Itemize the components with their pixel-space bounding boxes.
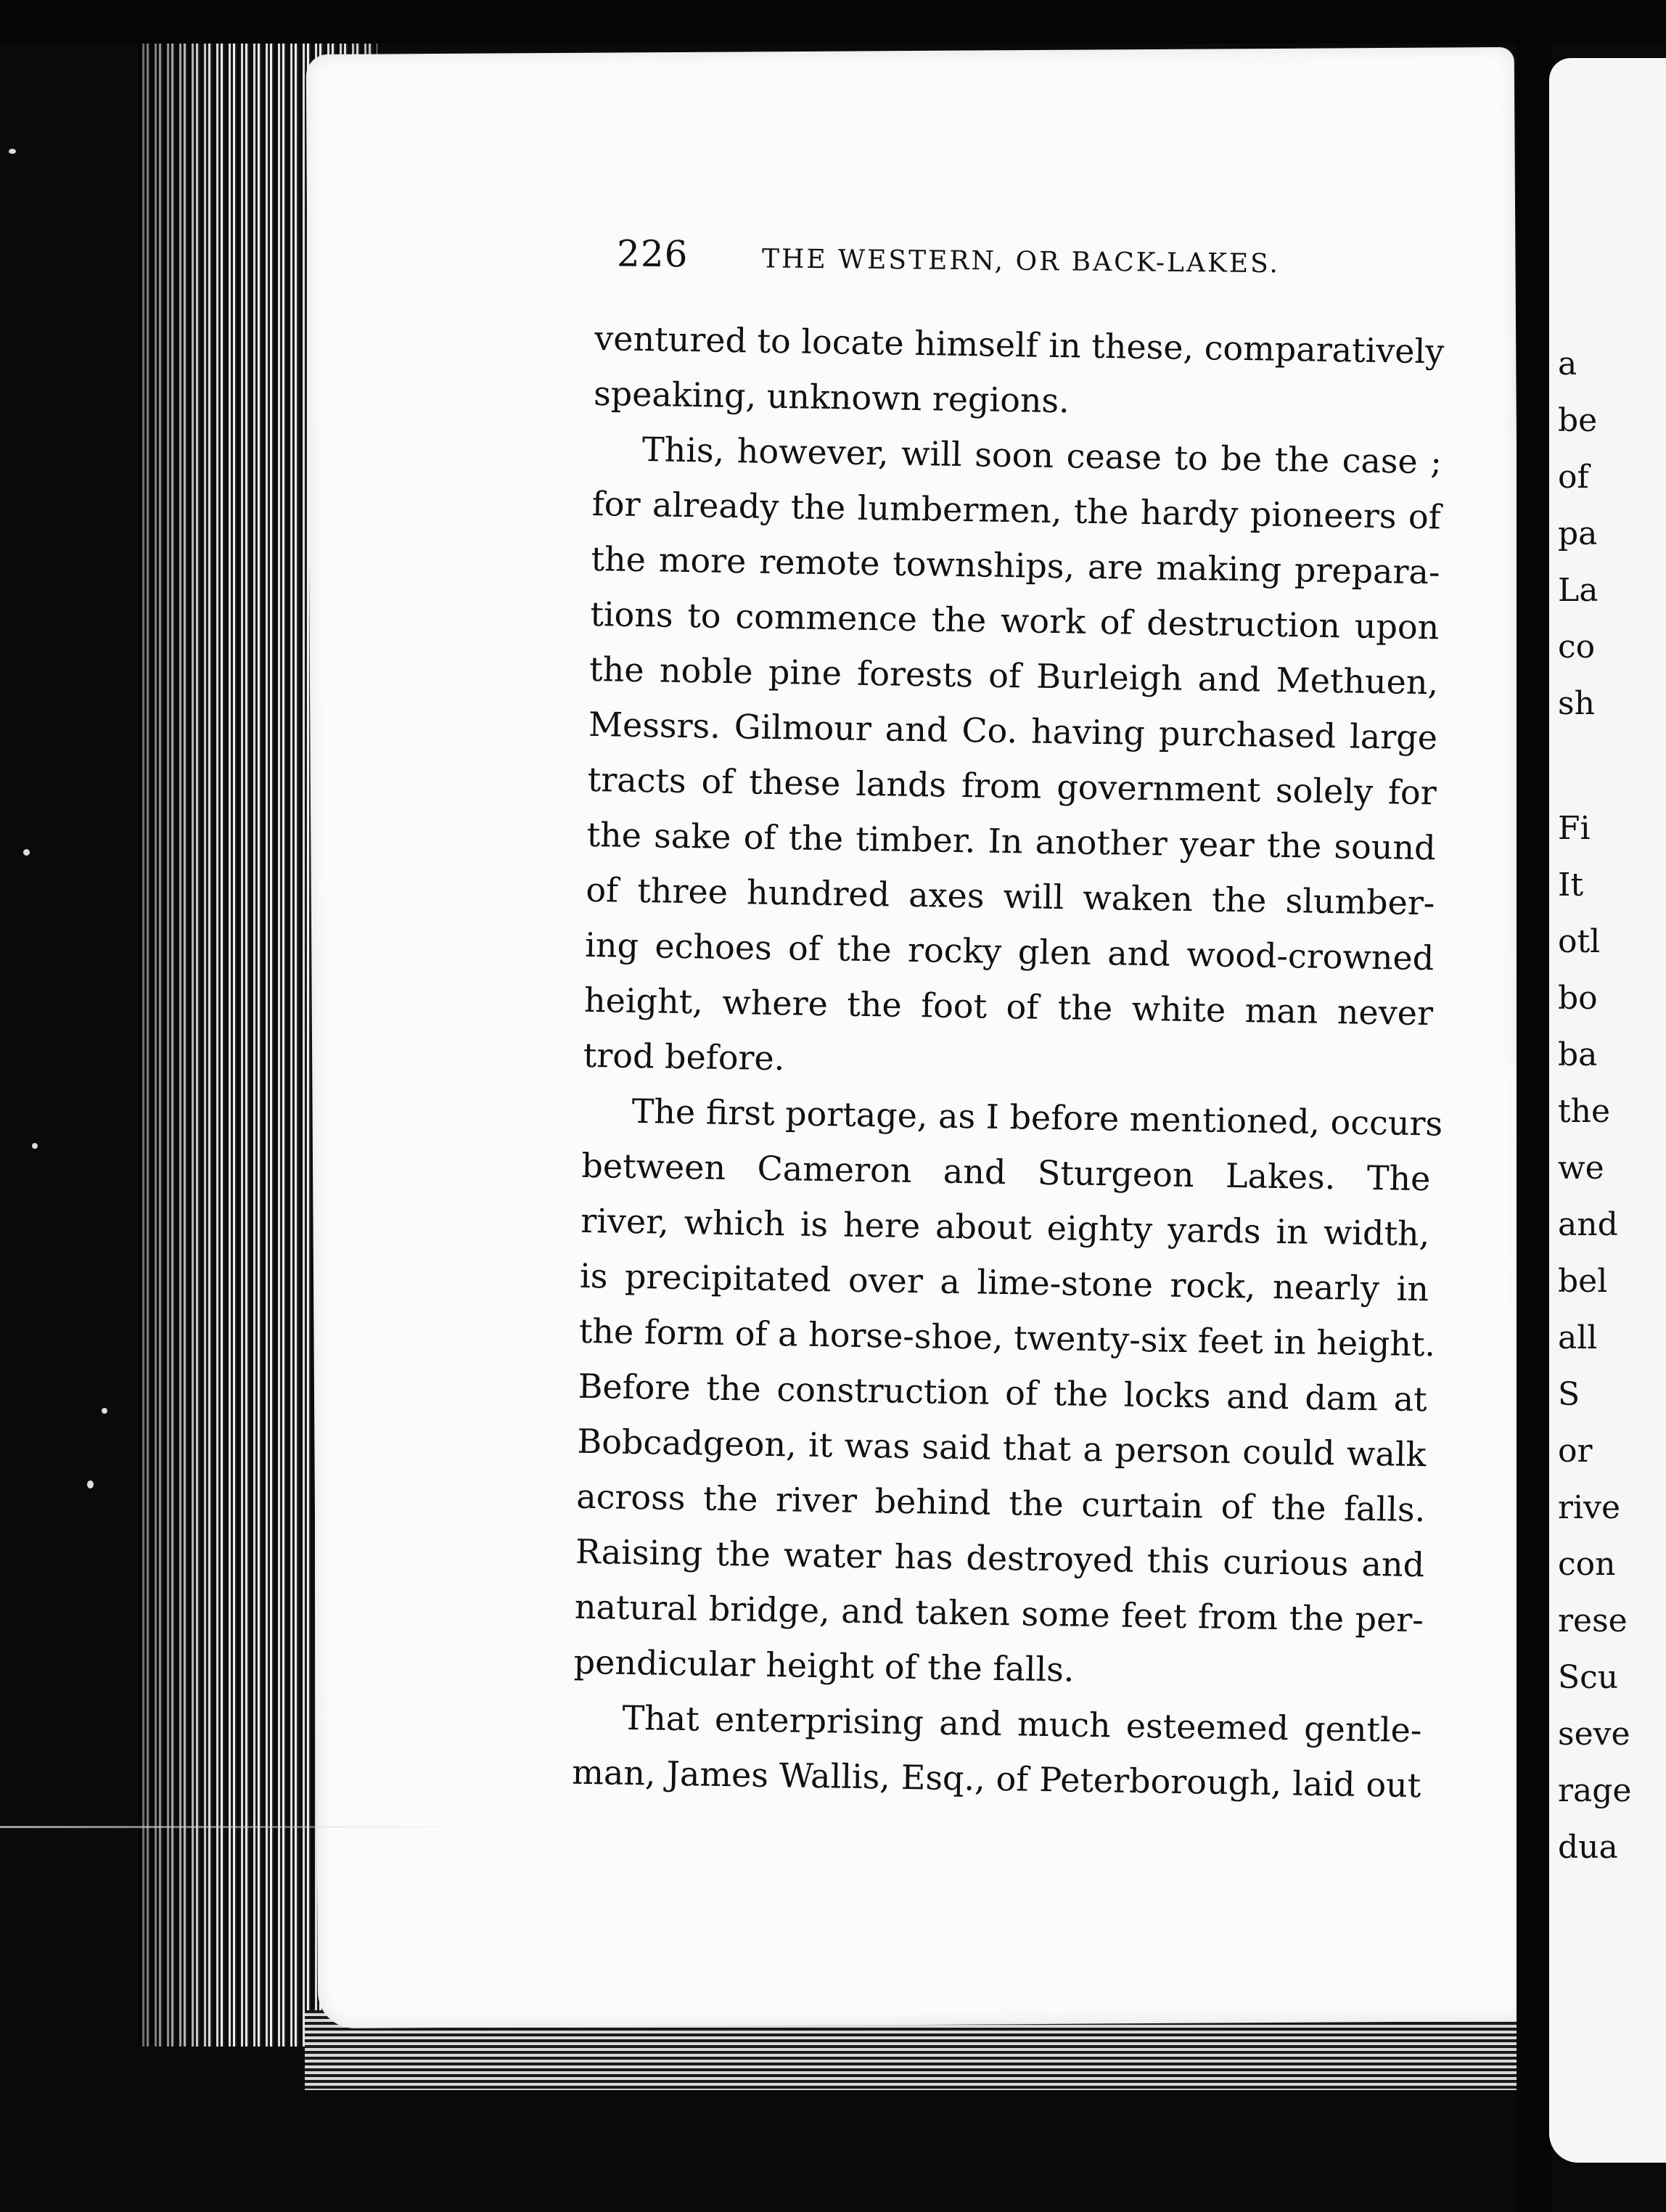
paragraph-first-line: The first portage, as I before mentioned, occurs bbox=[631, 1091, 1443, 1144]
text-line: the noble pine forests of Burleigh and Methuen, bbox=[588, 649, 1439, 702]
text-line: for already the lumbermen, the hardy pioneers of bbox=[591, 483, 1442, 537]
facing-fragment: S bbox=[1558, 1376, 1580, 1413]
facing-fragment: or bbox=[1558, 1433, 1593, 1470]
text-line: the form of a horse-shoe, twenty-six feet in height. bbox=[578, 1311, 1436, 1364]
text-line: Messrs. Gilmour and Co. having purchased large bbox=[588, 704, 1438, 758]
scan-line-artifact bbox=[0, 1826, 1666, 1828]
facing-fragment: dua bbox=[1558, 1829, 1618, 1866]
text-line: between Cameron and Sturgeon Lakes. The bbox=[581, 1145, 1431, 1199]
text-line: the more remote townships, are making prepara- bbox=[591, 538, 1440, 592]
facing-fragment: seve bbox=[1558, 1716, 1630, 1753]
scan-speck bbox=[23, 849, 30, 856]
scan-speck bbox=[87, 1480, 94, 1488]
text-line: natural bridge, and taken some feet from the per- bbox=[574, 1586, 1424, 1640]
facing-fragment: we bbox=[1558, 1150, 1604, 1187]
text-line: man, James Wallis, Esq., of Peterborough, laid out bbox=[571, 1752, 1421, 1806]
text-line: tions to commence the work of destruction upon bbox=[590, 594, 1440, 647]
running-head bbox=[617, 232, 1300, 290]
text-line: Bobcadgeon, it was said that a person could walk bbox=[577, 1421, 1427, 1475]
facing-fragment: bo bbox=[1558, 980, 1598, 1017]
facing-fragment: pa bbox=[1558, 515, 1598, 552]
facing-fragment: rive bbox=[1558, 1489, 1621, 1526]
paragraph-first-line: That enterprising and much esteemed gentle- bbox=[622, 1697, 1422, 1750]
facing-fragment: Scu bbox=[1558, 1659, 1619, 1696]
text-line: trod before. bbox=[583, 1035, 785, 1078]
text-line: river, which is here about eighty yards in width, bbox=[580, 1200, 1430, 1254]
text-line: tracts of these lands from government solely for bbox=[587, 759, 1437, 813]
page-number: 226 bbox=[616, 232, 689, 276]
facing-page bbox=[1549, 58, 1666, 2163]
facing-fragment: Fi bbox=[1558, 810, 1591, 847]
facing-fragment: and bbox=[1558, 1206, 1618, 1243]
facing-fragment: a bbox=[1558, 345, 1577, 382]
facing-fragment: bel bbox=[1558, 1263, 1608, 1300]
facing-fragment: ba bbox=[1558, 1036, 1598, 1073]
text-line: of three hundred axes will waken the slumber- bbox=[586, 869, 1435, 923]
text-line: across the river behind the curtain of the falls. bbox=[575, 1476, 1426, 1530]
facing-fragment: co bbox=[1558, 628, 1596, 665]
facing-fragment: rage bbox=[1558, 1772, 1632, 1809]
scan-speck bbox=[9, 149, 16, 154]
gutter-shadow bbox=[1517, 44, 1553, 2212]
text-line: height, where the foot of the white man never bbox=[583, 980, 1434, 1033]
text-line: is precipitated over a lime-stone rock, nearly in bbox=[579, 1255, 1429, 1309]
text-line: Raising the water has destroyed this curious and bbox=[575, 1531, 1425, 1585]
facing-fragment: be bbox=[1558, 402, 1598, 439]
facing-fragment: otl bbox=[1558, 923, 1601, 960]
text-line: pendicular height of the falls. bbox=[573, 1642, 1075, 1689]
scan-speck bbox=[32, 1143, 38, 1149]
facing-fragment: all bbox=[1558, 1319, 1598, 1356]
text-line: the sake of the timber. In another year the sound bbox=[586, 814, 1436, 868]
text-line: Before the construction of the locks and dam at bbox=[578, 1366, 1428, 1420]
facing-fragment: rese bbox=[1558, 1602, 1628, 1639]
scan-top-border bbox=[0, 0, 1666, 44]
scan-speck bbox=[102, 1408, 107, 1414]
paragraph-first-line: This, however, will soon cease to be the case ; bbox=[641, 430, 1443, 482]
text-line: ing echoes of the rocky glen and wood-crowned bbox=[584, 925, 1435, 978]
facing-fragment: La bbox=[1558, 572, 1599, 609]
facing-fragment: the bbox=[1558, 1093, 1611, 1130]
text-line: ventured to locate himself in these, comparatively bbox=[594, 318, 1445, 372]
running-head-title: THE WESTERN, OR BACK-LAKES. bbox=[761, 244, 1281, 279]
facing-fragment: sh bbox=[1558, 685, 1595, 722]
text-line: speaking, unknown regions. bbox=[593, 373, 1070, 421]
facing-fragment: con bbox=[1558, 1546, 1616, 1583]
facing-fragment: It bbox=[1558, 867, 1584, 904]
facing-fragment: of bbox=[1558, 459, 1589, 496]
